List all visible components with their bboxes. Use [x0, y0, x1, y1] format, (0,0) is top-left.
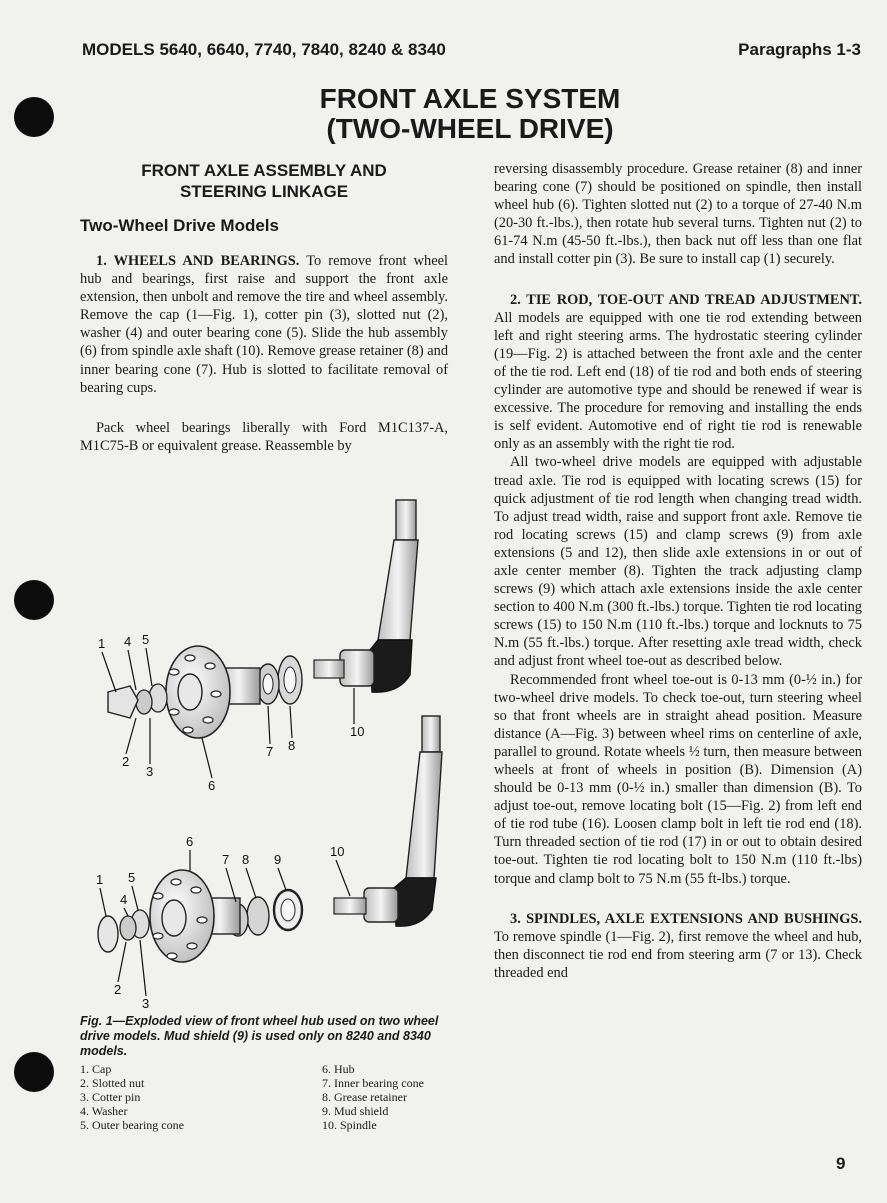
hub-lower	[150, 870, 240, 962]
section-heading-line2: STEERING LINKAGE	[179, 182, 349, 201]
page-title	[270, 84, 670, 144]
callout-top-5: 5	[142, 632, 150, 647]
legend-item: 6. Hub	[322, 1062, 355, 1076]
section-heading-line1: FRONT AXLE ASSEMBLY AND	[141, 161, 387, 180]
subsection-heading: Two-Wheel Drive Models	[80, 216, 279, 235]
callout-top-6: 6	[208, 778, 216, 793]
callout-top-3: 3	[146, 764, 154, 779]
legend-item: 4. Washer	[80, 1104, 128, 1118]
legend-item: 9. Mud shield	[322, 1104, 389, 1118]
paragraph-2-body: All models are equipped with one tie rod extending between left and right steering arms. The hydrostatic steering cylinder (19—Fig. 2) is attached between the front axle and the center of the tie rod. Left end (18) of tie rod and both ends of steering cylinder are automotive type and should be renewed if wear is excessive. The procedure for removing and installing the ends is self evident. Automotive end of right tie rod is renewable only as an assembly with the right tie rod.	[494, 309, 862, 453]
callout-bottom-10: 10	[330, 844, 345, 859]
figure-caption: Fig. 1—Exploded view of front wheel hub used on two wheel drive models. Mud shield (9) is used only on 8240 and 8340 models.	[80, 1014, 439, 1058]
page-title-line1: FRONT AXLE SYSTEM	[319, 83, 621, 114]
running-header-paragraphs: Paragraphs 1-3	[738, 40, 861, 59]
hub-upper	[166, 646, 260, 738]
legend-item: 7. Inner bearing cone	[322, 1076, 424, 1090]
paragraph-2-tread: All two-wheel drive models are equipped with adjustable tread axle. Tie rod is equipped with locating screws (15) for quick adjustment of tie rod length when changing tread width. To adjust tread width, raise and support front axle. Remove tie rod locating screws (15) and clamp screws (9) from axle extensions (5 and 12), then slide axle extensions in or out of axle center member (8). Tighten the track adjusting clamp screws (9) which attach axle extensions inside the axle center section to 400 N.m (300 ft.-lbs.) torque. Tighten tie rod locating screws (15) to 150 N.m (110 ft.-lbs.) torque and locknuts to 75 N.m (55 ft.-lbs.) torque. After resetting axle tread width, check and adjust front wheel toe-out as described below.	[494, 454, 862, 670]
callout-bottom-5: 5	[128, 870, 136, 885]
callout-bottom-2: 2	[114, 982, 122, 997]
paragraph-1	[80, 252, 448, 397]
callout-top-4: 4	[124, 634, 132, 649]
paragraph-1-continued: Pack wheel bearings liberally with Ford M1C137-A, M1C75-B or equivalent grease. Reassemble by	[80, 419, 448, 454]
paragraph-2	[494, 291, 862, 454]
cap-nut-upper	[108, 684, 167, 718]
paragraph-2-toe-out: Recommended front wheel toe-out is 0-13 mm (0-½ in.) for two-wheel drive models. To check toe-out, turn steering wheel so that front wheels are in straight ahead position. Measure distance (A—Fig. 3) between wheel rims on centerline of axle, parallel to ground. Rotate wheels ½ turn, then measure between wheels at front of wheels in position (B). Dimension (A) should be 0-13 mm (0-½ in.) smaller than dimension (B). To adjust toe-out, remove locating bolt (15—Fig. 2) from left end of tie rod tube (16). Loosen clamp bolt in left tie rod end (18). Turn threaded section of tie rod (17) in or out to obtain desired toe-out. Tighten tie rod locating bolt to 150 N.m (110 ft.-lbs) torque and clamp bolt to 75 N.m (55 ft-lbs.) torque.	[494, 671, 862, 887]
callout-top-7: 7	[266, 744, 274, 759]
spindle-upper	[314, 500, 418, 692]
legend-item: 3. Cotter pin	[80, 1090, 141, 1104]
paragraph-1-body: To remove front wheel hub and bearings, first raise and support the front axle extension, then unbolt and remove the tire and wheel assembly. Remove the cap (1—Fig. 1), cotter pin (3), slotted nut (2), washer (4) and outer bearing cone (5). Slide the hub assembly (6) from spindle axle shaft (10). Remove grease retainer (8) and inner bearing cone (7). Hub is slotted to facilitate removal of bearing cups.	[80, 253, 449, 396]
punch-hole-middle	[14, 580, 54, 620]
cap-nut-lower	[98, 910, 149, 952]
legend-item: 5. Outer bearing cone	[80, 1118, 184, 1132]
paragraph-3-heading: 3. SPINDLES, AXLE EXTENSIONS AND BUSHINGS.	[510, 910, 862, 927]
paragraph-3-body: To remove spindle (1—Fig. 2), first remove the wheel and hub, then disconnect tie rod end from steering arm (7 or 13). Check threaded end	[494, 928, 862, 981]
paragraph-1-end: reversing disassembly procedure. Grease retainer (8) and inner bearing cone (7) should be positioned on spindle, then install wheel hub (6). Tighten slotted nut (2) to a torque of 27-40 N.m (20-30 ft.-lbs.), then rotate hub several turns. Tighten nut (2) to 61-74 N.m (45-50 ft.-lbs.), then back nut off less than one flat and install cotter pin (3). Be sure to install cap (1) securely.	[494, 161, 862, 268]
callout-bottom-1: 1	[96, 872, 104, 887]
callout-top-2: 2	[122, 754, 130, 769]
callout-bottom-4: 4	[120, 892, 128, 907]
legend-left	[80, 1062, 184, 1132]
callout-bottom-6: 6	[186, 834, 194, 849]
callout-bottom-8: 8	[242, 852, 250, 867]
running-header-models: MODELS 5640, 6640, 7740, 7840, 8240 & 8340	[82, 40, 446, 59]
callout-bottom-3: 3	[142, 996, 150, 1010]
section-heading	[80, 160, 448, 202]
right-column	[494, 160, 862, 982]
page-title-line2: (TWO-WHEEL DRIVE)	[326, 113, 614, 144]
punch-hole-bottom	[14, 1052, 54, 1092]
spindle-lower	[334, 716, 442, 926]
callout-bottom-9: 9	[274, 852, 282, 867]
legend-item: 1. Cap	[80, 1062, 112, 1076]
legend-item: 8. Grease retainer	[322, 1090, 407, 1104]
bearings-upper	[257, 656, 302, 704]
legend-item: 2. Slotted nut	[80, 1076, 145, 1090]
callout-top-8: 8	[288, 738, 296, 753]
left-column	[80, 160, 448, 455]
legend-item: 10. Spindle	[322, 1118, 377, 1132]
paragraph-1-heading: 1. WHEELS AND BEARINGS.	[96, 253, 300, 269]
paragraph-2-heading: 2. TIE ROD, TOE-OUT AND TREAD ADJUSTMENT.	[510, 291, 862, 308]
callout-top-1: 1	[98, 636, 106, 651]
callout-bottom-7: 7	[222, 852, 230, 867]
figure-1-exploded-hub	[78, 480, 458, 1010]
page-number: 9	[836, 1154, 846, 1173]
callout-top-10: 10	[350, 724, 365, 739]
punch-hole-top	[14, 97, 54, 137]
paragraph-3	[494, 910, 862, 982]
legend-right	[322, 1062, 424, 1132]
